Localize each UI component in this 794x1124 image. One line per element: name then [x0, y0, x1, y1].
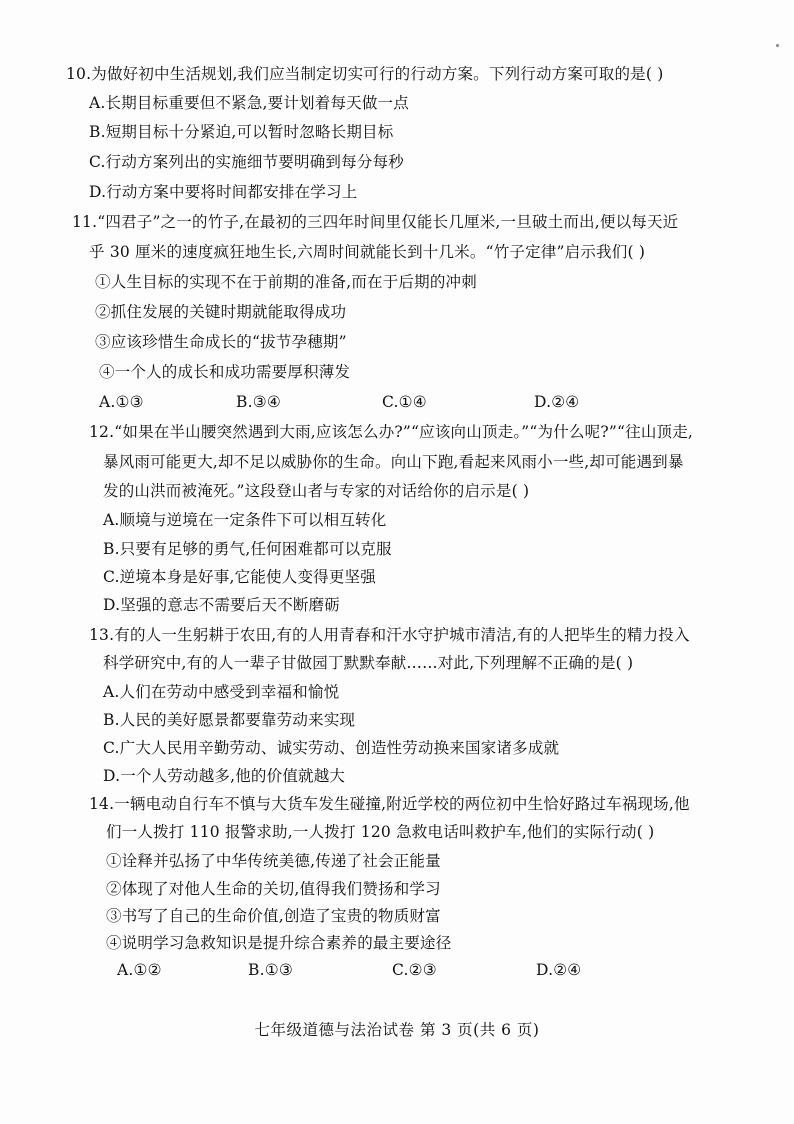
q11-option-d: D.②④: [534, 393, 580, 411]
q11-option-a: A.①③: [99, 393, 144, 411]
q14-stem-line-1: 14.一辆电动自行车不慎与大货车发生碰撞,附近学校的两位初中生恰好路过车祸现场,他: [89, 795, 690, 813]
q11-statement-1: ①人生目标的实现不在于前期的准备,而在于后期的冲刺: [95, 273, 477, 291]
q13-option-b: B.人民的美好愿景都要靠劳动来实现: [103, 711, 356, 729]
q14-statement-4: ④说明学习急救知识是提升综合素养的最主要途径: [106, 934, 452, 952]
q11-stem-line-1: 11.“四君子”之一的竹子,在最初的三四年时间里仅能长几厘米,一旦破土而出,便以每天近: [72, 213, 679, 231]
q12-stem-line-2: 暴风雨可能更大,却不足以威胁你的生命。向山下跑,看起来风雨小一些,却可能遇到暴: [103, 453, 684, 471]
q12-stem-line-1: 12.“如果在半山腰突然遇到大雨,应该怎么办?”“应该向山顶走。”“为什么呢?”“往山顶走,: [89, 423, 694, 441]
q14-option-b: B.①③: [248, 961, 293, 979]
q12-option-c: C.逆境本身是好事,它能使人变得更坚强: [103, 568, 376, 586]
q14-statement-3: ③书写了自己的生命价值,创造了宝贵的物质财富: [106, 907, 441, 925]
q13-option-a: A.人们在劳动中感受到幸福和愉悦: [103, 683, 340, 701]
q13-stem-line-1: 13.有的人一生躬耕于农田,有的人用青春和汗水守护城市清洁,有的人把毕生的精力投入: [89, 626, 690, 644]
q14-option-c: C.②③: [392, 961, 437, 979]
q10-option-c: C.行动方案列出的实施细节要明确到每分每秒: [89, 153, 404, 171]
q10-stem-line-1: 10.为做好初中生活规划,我们应当制定切实可行的行动方案。下列行动方案可取的是( ): [66, 65, 664, 83]
q11-statement-4: ④一个人的成长和成功需要厚积薄发: [99, 363, 351, 381]
scan-speck: [776, 44, 779, 47]
q12-option-d: D.坚强的意志不需要后天不断磨砺: [103, 596, 341, 614]
q12-option-a: A.顺境与逆境在一定条件下可以相互转化: [103, 511, 387, 529]
q13-option-d: D.一个人劳动越多,他的价值就越大: [103, 767, 346, 785]
q12-stem-line-3: 发的山洪而被淹死。”这段登山者与专家的对话给你的启示是( ): [103, 482, 530, 500]
q11-stem-line-2: 乎 30 厘米的速度疯狂地生长,六周时间就能长到十几米。“竹子定律”启示我们( ): [89, 243, 646, 261]
q14-statement-2: ②体现了对他人生命的关切,值得我们赞扬和学习: [106, 880, 441, 898]
q13-stem-line-2: 科学研究中,有的人一辈子甘做园丁默默奉献……对此,下列理解不正确的是( ): [103, 654, 634, 672]
q10-option-d: D.行动方案中要将时间都安排在学习上: [89, 183, 358, 201]
q14-statement-1: ①诠释并弘扬了中华传统美德,传递了社会正能量: [106, 852, 441, 870]
q14-option-d: D.②④: [536, 961, 582, 979]
q11-statement-3: ③应该珍惜生命成长的“拔节孕穗期”: [95, 333, 347, 351]
q12-option-b: B.只要有足够的勇气,任何困难都可以克服: [103, 540, 392, 558]
q11-option-b: B.③④: [236, 393, 281, 411]
q10-option-b: B.短期目标十分紧迫,可以暂时忽略长期目标: [89, 123, 394, 141]
page-footer: 七年级道德与法治试卷 第 3 页(共 6 页): [254, 1021, 540, 1039]
q11-option-c: C.①④: [382, 393, 427, 411]
q13-option-c: C.广大人民用辛勤劳动、诚实劳动、创造性劳动换来国家诸多成就: [103, 739, 560, 757]
q11-statement-2: ②抓住发展的关键时期就能取得成功: [95, 303, 347, 321]
q14-stem-line-2: 们一人拨打 110 报警求助,一人拨打 120 急救电话叫救护车,他们的实际行动( ): [106, 823, 655, 841]
q14-option-a: A.①②: [117, 961, 162, 979]
q10-option-a: A.长期目标重要但不紧急,要计划着每天做一点: [89, 94, 409, 112]
